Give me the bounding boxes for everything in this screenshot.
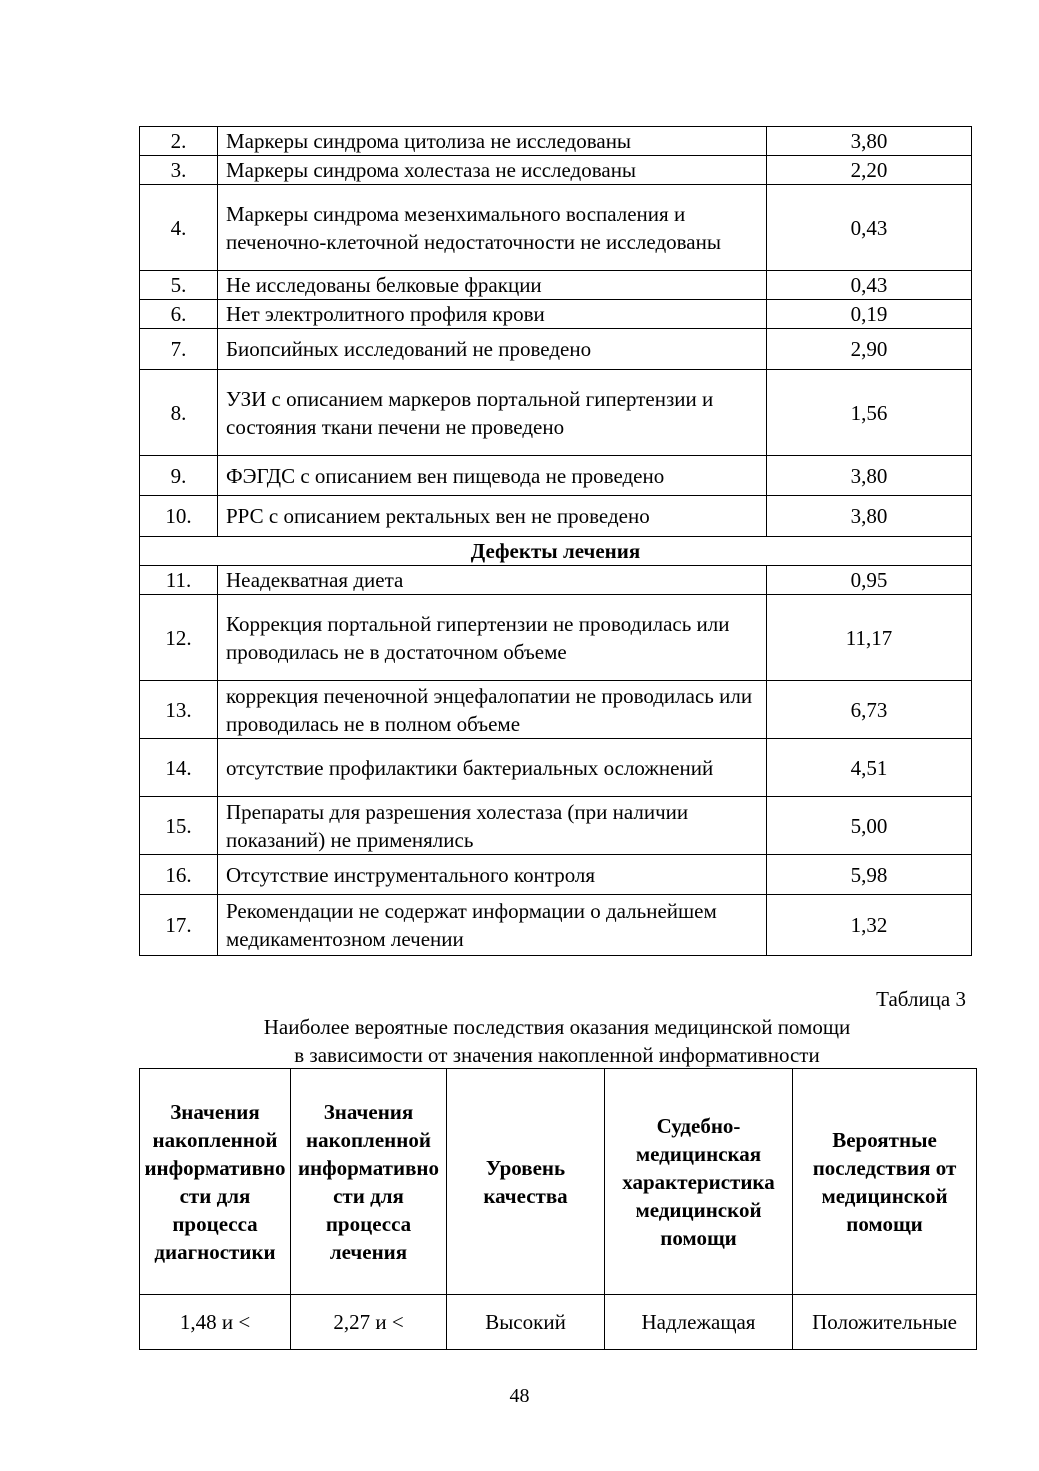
header-row xyxy=(140,1069,977,1295)
table-row xyxy=(140,370,972,456)
table-row xyxy=(140,329,972,370)
row-value: 1,56 xyxy=(767,370,972,456)
table-row xyxy=(140,127,972,156)
cell-consequences: Положительные xyxy=(793,1295,977,1350)
row-value: 3,80 xyxy=(767,456,972,496)
table-title xyxy=(139,1013,975,1069)
cell-quality-level: Высокий xyxy=(447,1295,605,1350)
header-treatment: Значения накопленной информативности для процесса лечения xyxy=(291,1069,447,1295)
row-text: Препараты для разрешения холестаза (при наличии показаний) не применялись xyxy=(218,797,767,855)
row-text: Маркеры синдрома цитолиза не исследованы xyxy=(218,127,767,156)
header-forensic-characteristic: Судебно-медицинская характеристика медицинской помощи xyxy=(605,1069,793,1295)
header-quality-level: Уровень качества xyxy=(447,1069,605,1295)
row-number: 7. xyxy=(140,329,218,370)
row-number: 13. xyxy=(140,681,218,739)
table-row xyxy=(140,681,972,739)
row-number: 3. xyxy=(140,156,218,185)
consequences-table xyxy=(139,1068,977,1350)
table-row xyxy=(140,496,972,537)
row-number: 15. xyxy=(140,797,218,855)
table-row xyxy=(140,1295,977,1350)
table-row xyxy=(140,895,972,956)
table-row xyxy=(140,456,972,496)
row-number: 2. xyxy=(140,127,218,156)
row-number: 16. xyxy=(140,855,218,895)
table-row xyxy=(140,271,972,300)
row-text: коррекция печеночной энцефалопатии не проводилась или проводилась не в полном объеме xyxy=(218,681,767,739)
row-text: отсутствие профилактики бактериальных осложнений xyxy=(218,739,767,797)
row-number: 6. xyxy=(140,300,218,329)
row-value: 2,90 xyxy=(767,329,972,370)
row-value: 2,20 xyxy=(767,156,972,185)
section-row xyxy=(140,537,972,566)
row-text: Нет электролитного профиля крови xyxy=(218,300,767,329)
table-label: Таблица 3 xyxy=(876,987,966,1011)
cell-diagnostics: 1,48 и < xyxy=(140,1295,291,1350)
cell-forensic-characteristic: Надлежащая xyxy=(605,1295,793,1350)
row-value: 11,17 xyxy=(767,595,972,681)
row-text: Биопсийных исследований не проведено xyxy=(218,329,767,370)
row-number: 9. xyxy=(140,456,218,496)
row-number: 12. xyxy=(140,595,218,681)
row-number: 14. xyxy=(140,739,218,797)
row-value: 3,80 xyxy=(767,496,972,537)
table-row xyxy=(140,855,972,895)
row-number: 8. xyxy=(140,370,218,456)
row-value: 0,95 xyxy=(767,566,972,595)
row-text: Не исследованы белковые фракции xyxy=(218,271,767,300)
table-row xyxy=(140,156,972,185)
row-value: 4,51 xyxy=(767,739,972,797)
table-row xyxy=(140,185,972,271)
header-diagnostics: Значения накопленной информативности для процесса диагностики xyxy=(140,1069,291,1295)
row-value: 0,19 xyxy=(767,300,972,329)
header-consequences: Вероятные последствия от медицинской помощи xyxy=(793,1069,977,1295)
cell-treatment: 2,27 и < xyxy=(291,1295,447,1350)
table-title-line-2: в зависимости от значения накопленной информативности xyxy=(294,1043,820,1067)
table-title-line-1: Наиболее вероятные последствия оказания медицинской помощи xyxy=(263,1015,851,1039)
row-text: Рекомендации не содержат информации о дальнейшем медикаментозном лечении xyxy=(218,895,767,956)
row-text: Маркеры синдрома мезенхимального воспаления и печеночно-клеточной недостаточности не исследованы xyxy=(218,185,767,271)
table-row xyxy=(140,566,972,595)
section-title: Дефекты лечения xyxy=(140,537,972,566)
row-number: 10. xyxy=(140,496,218,537)
row-text: РРС с описанием ректальных вен не проведено xyxy=(218,496,767,537)
defects-table xyxy=(139,126,972,956)
row-text: Коррекция портальной гипертензии не проводилась или проводилась не в достаточном объеме xyxy=(218,595,767,681)
table-row xyxy=(140,797,972,855)
row-number: 4. xyxy=(140,185,218,271)
row-text: Маркеры синдрома холестаза не исследованы xyxy=(218,156,767,185)
row-text: УЗИ с описанием маркеров портальной гипертензии и состояния ткани печени не проведено xyxy=(218,370,767,456)
table-row xyxy=(140,300,972,329)
row-value: 3,80 xyxy=(767,127,972,156)
row-number: 17. xyxy=(140,895,218,956)
row-value: 5,00 xyxy=(767,797,972,855)
table-row xyxy=(140,739,972,797)
page-number: 48 xyxy=(509,1385,530,1407)
table-row xyxy=(140,595,972,681)
row-value: 6,73 xyxy=(767,681,972,739)
row-number: 11. xyxy=(140,566,218,595)
row-value: 0,43 xyxy=(767,185,972,271)
row-text: Отсутствие инструментального контроля xyxy=(218,855,767,895)
row-number: 5. xyxy=(140,271,218,300)
row-text: ФЭГДС с описанием вен пищевода не проведено xyxy=(218,456,767,496)
row-value: 1,32 xyxy=(767,895,972,956)
row-value: 5,98 xyxy=(767,855,972,895)
row-value: 0,43 xyxy=(767,271,972,300)
row-text: Неадекватная диета xyxy=(218,566,767,595)
